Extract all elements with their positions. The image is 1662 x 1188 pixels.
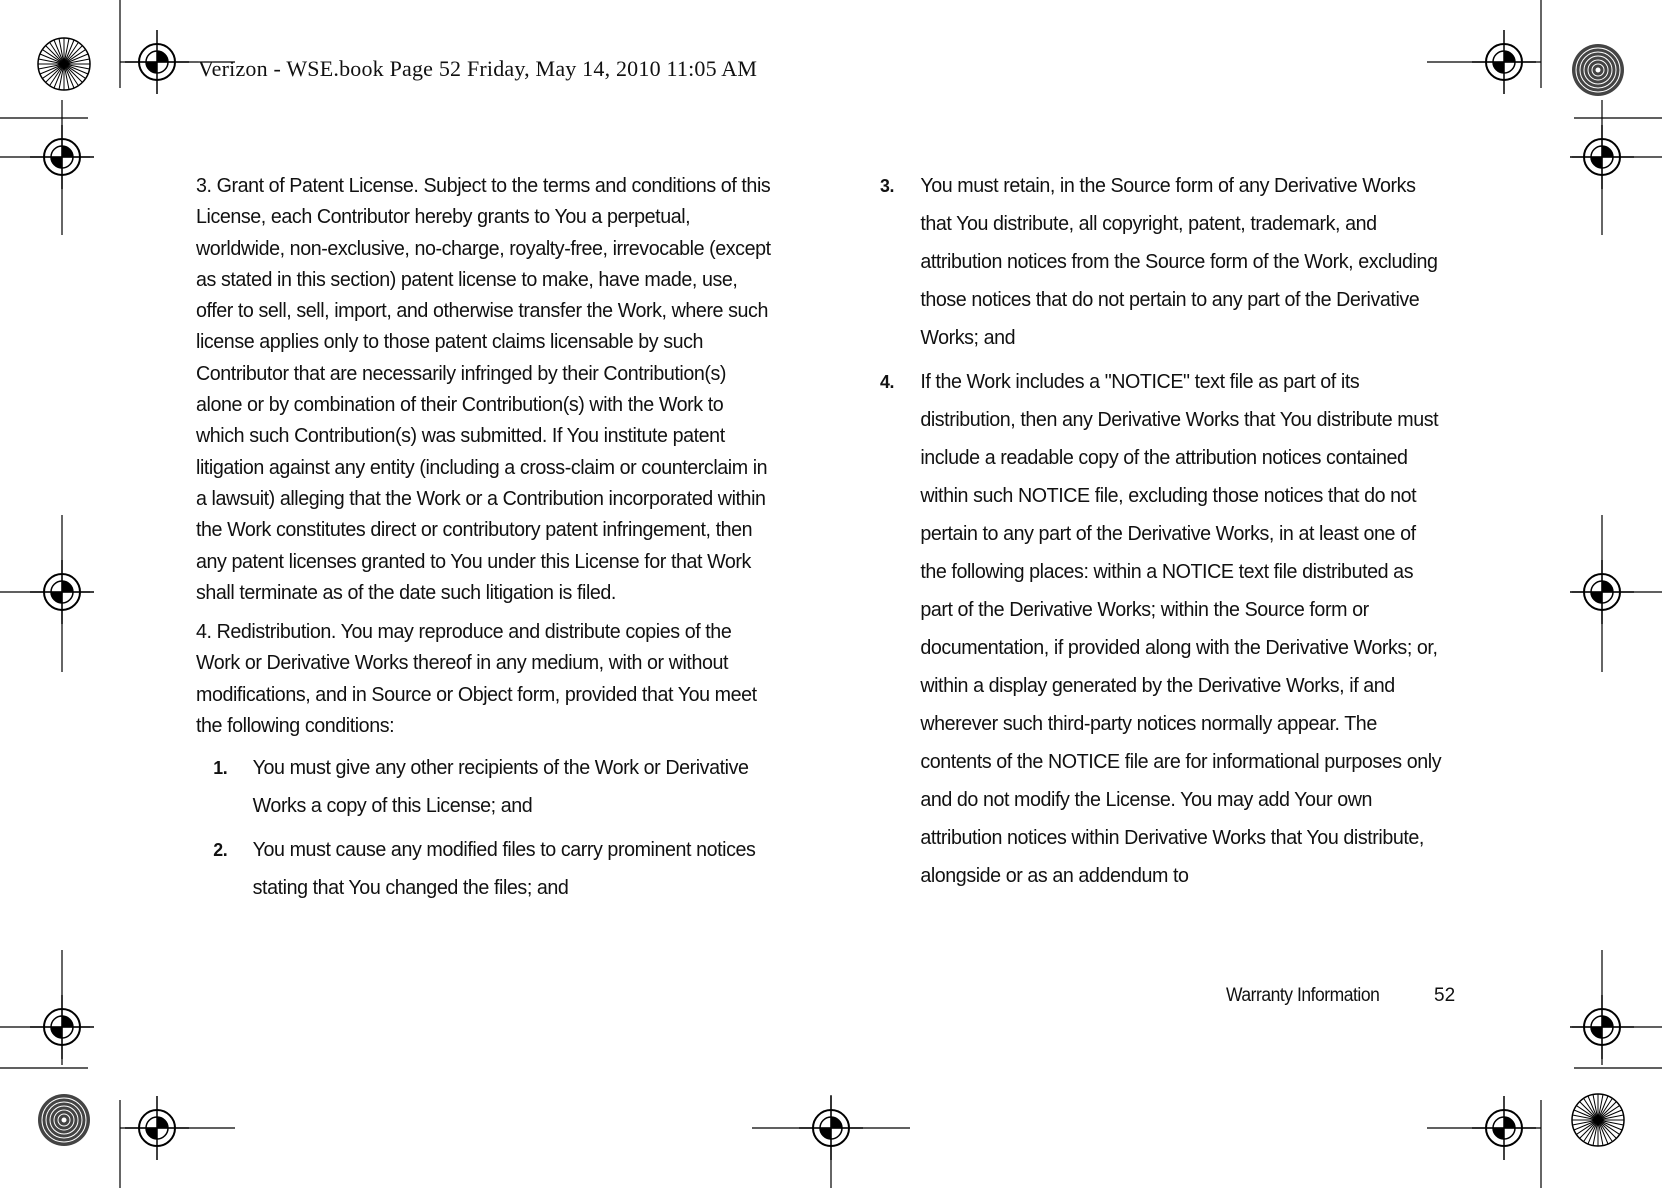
star-target-bottom-right xyxy=(1572,1094,1624,1146)
ring-target-bottom-left xyxy=(38,1094,90,1146)
right-column xyxy=(880,167,1442,901)
list-item xyxy=(880,363,1442,895)
print-slug-header: Verizon - WSE.book Page 52 Friday, May 14, 2010 11:05 AM xyxy=(198,56,758,81)
paragraph-redistribution: 4. Redistribution. You may reproduce and distribute copies of the Work or Derivative Works thereof in any medium, with or without modifications, and in Source or Object form, provided that You meet the following conditions: xyxy=(196,620,757,738)
left-column xyxy=(196,170,772,913)
paragraph-patent-license: 3. Grant of Patent License. Subject to the terms and conditions of this License, each Contributor hereby grants to You a perpetual, worldwide, non-exclusive, no-charge, royalty-free, irrevocable (except as stated in this section) patent license to make, have made, use, offer to sell, sell, import, and otherwise transfer the Work, where such license applies only to those patent claims licensable by such Contributor that are necessarily infringed by their Contribution(s) alone or by combination of their Contribution(s) with the Work to which such Contribution(s) was submitted. If You institute patent litigation against any entity (including a cross-claim or counterclaim in a lawsuit) alleging that the Work or a Contribution incorporated within the Work constitutes direct or contributory patent infringement, then any patent licenses granted to You under this License for that Work shall terminate as of the date such litigation is filed. xyxy=(196,174,771,604)
conditions-list xyxy=(196,749,772,907)
footer-section-title: Warranty Information xyxy=(1226,985,1380,1006)
list-item-number: 3. xyxy=(880,175,894,196)
list-item xyxy=(213,749,772,825)
star-target-top-left xyxy=(38,38,90,90)
list-item-text: If the Work includes a "NOTICE" text file as part of its distribution, then any Derivative Works that You distribute must include a readable copy of the attribution notices contained within such NOTICE file, excluding those notices that do not pertain to any part of the Derivative Works, in at least one of the following places: within a NOTICE text file distributed as part of the Derivative Works; within the Source form or documentation, if provided along with the Derivative Works; or, within a display generated by the Derivative Works, if and wherever such third-party notices normally appear. The contents of the NOTICE file are for informational purposes only and do not modify the License. You may add Your own attribution notices within Derivative Works that You distribute, alongside or as an addendum to xyxy=(920,370,1442,887)
list-item-number: 2. xyxy=(213,839,228,861)
ring-target-top-right xyxy=(1572,44,1624,96)
list-item-number: 1. xyxy=(213,757,228,779)
list-item-number: 4. xyxy=(880,371,894,392)
list-item xyxy=(213,831,772,907)
footer-page-number: 52 xyxy=(1434,985,1456,1006)
list-item xyxy=(880,167,1442,357)
list-item-text: You must retain, in the Source form of any Derivative Works that You distribute, all copyright, patent, trademark, and attribution notices from the Source form of the Work, excluding those notices that do not pertain to any part of the Derivative Works; and xyxy=(920,174,1438,349)
list-item-text: You must give any other recipients of the Work or Derivative Works a copy of this License; and xyxy=(252,756,749,818)
list-item-text: You must cause any modified files to carry prominent notices stating that You changed the files; and xyxy=(252,838,756,900)
